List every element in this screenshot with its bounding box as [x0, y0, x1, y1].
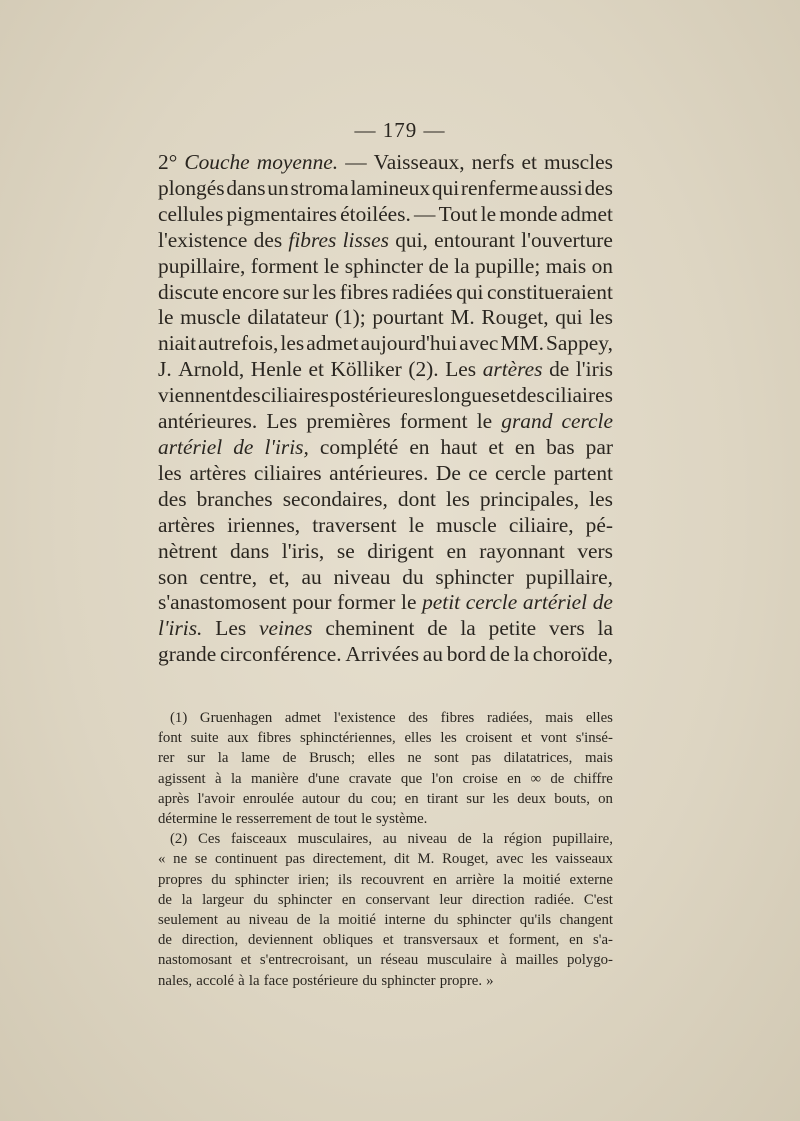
footnote-line: de la largeur du sphincter en conservant leur direction radiée. C'est: [158, 891, 613, 908]
page-number: — 179 —: [354, 118, 446, 142]
footnote-line: font suite aux fibres sphinctériennes, elles les croisent et vont s'insé-: [158, 730, 613, 747]
footnote-line: propres du sphincter irien; ils recouvrent en arrière la moitié externe: [158, 871, 613, 888]
body-text-line: l'existence des fibres lisses qui, entourant l'ouverture: [158, 227, 613, 252]
body-text-line: nètrent dans l'iris, se dirigent en rayonnant vers: [158, 538, 613, 563]
body-text-line: niait autrefois, les admet aujourd'hui avec MM. Sappey,: [158, 331, 613, 356]
body-text-line: J. Arnold, Henle et Kölliker (2). Les artères de l'iris: [158, 357, 613, 382]
footnote-line: de direction, deviennent obliques et transversaux et forment, en s'a-: [158, 932, 613, 949]
body-text-line: des branches secondaires, dont les principales, les: [158, 486, 613, 511]
body-text-line: 2° Couche moyenne. — Vaisseaux, nerfs et muscles: [158, 150, 613, 174]
footnote-line: nales, accolé à la face postérieure du sphincter propre. »: [158, 972, 494, 989]
body-text-line: pupillaire, forment le sphincter de la pupille; mais on: [158, 253, 613, 278]
body-text-line: plongés dans un stroma lamineux qui renferme aussi des: [158, 175, 613, 200]
body-text-line: viennent des ciliaires postérieures longues et des ciliaires: [158, 383, 613, 408]
body-text-line: antérieures. Les premières forment le grand cercle: [158, 409, 613, 434]
body-text-line: son centre, et, au niveau du sphincter pupillaire,: [158, 564, 613, 589]
footnote-line: agissent à la manière d'une cravate que l'on croise en ∞ de chiffre: [158, 770, 613, 787]
footnote-line: « ne se continuent pas directement, dit M. Rouget, avec les vaisseaux: [158, 851, 613, 868]
footnote-line: détermine le resserrement de tout le système.: [158, 811, 428, 828]
footnote-line: seulement au niveau de la moitié interne du sphincter qu'ils changent: [158, 912, 613, 929]
footnote-line: (2) Ces faisceaux musculaires, au niveau de la région pupillaire,: [170, 831, 613, 848]
body-text-line: cellules pigmentaires étoilées. — Tout le monde admet: [158, 201, 613, 226]
footnote-line: (1) Gruenhagen admet l'existence des fibres radiées, mais elles: [170, 710, 613, 726]
body-text-line: le muscle dilatateur (1); pourtant M. Rouget, qui les: [158, 305, 613, 330]
body-text-line: s'anastomosent pour former le petit cercle artériel de: [158, 590, 613, 615]
body-text-line: artères iriennes, traversent le muscle ciliaire, pé-: [158, 512, 613, 537]
footnote-line: rer sur la lame de Brusch; elles ne sont pas dilatatrices, mais: [158, 750, 613, 767]
body-text-line: discute encore sur les fibres radiées qui constitueraient: [158, 279, 613, 304]
main-text: [158, 150, 613, 668]
body-text-line: les artères ciliaires antérieures. De ce cercle partent: [158, 460, 613, 485]
footnote-line: nastomosant et s'entrecroisant, un réseau musculaire à mailles polygo-: [158, 952, 613, 969]
body-text-line: l'iris. Les veines cheminent de la petite vers la: [158, 616, 613, 641]
footnotes: [158, 708, 613, 991]
footnote-line: après l'avoir enroulée autour du cou; en tirant sur les deux bouts, on: [158, 790, 613, 807]
body-text-line: artériel de l'iris, complété en haut et en bas par: [158, 434, 613, 459]
body-text-line: grande circonférence. Arrivées au bord de la choroïde,: [158, 642, 613, 667]
